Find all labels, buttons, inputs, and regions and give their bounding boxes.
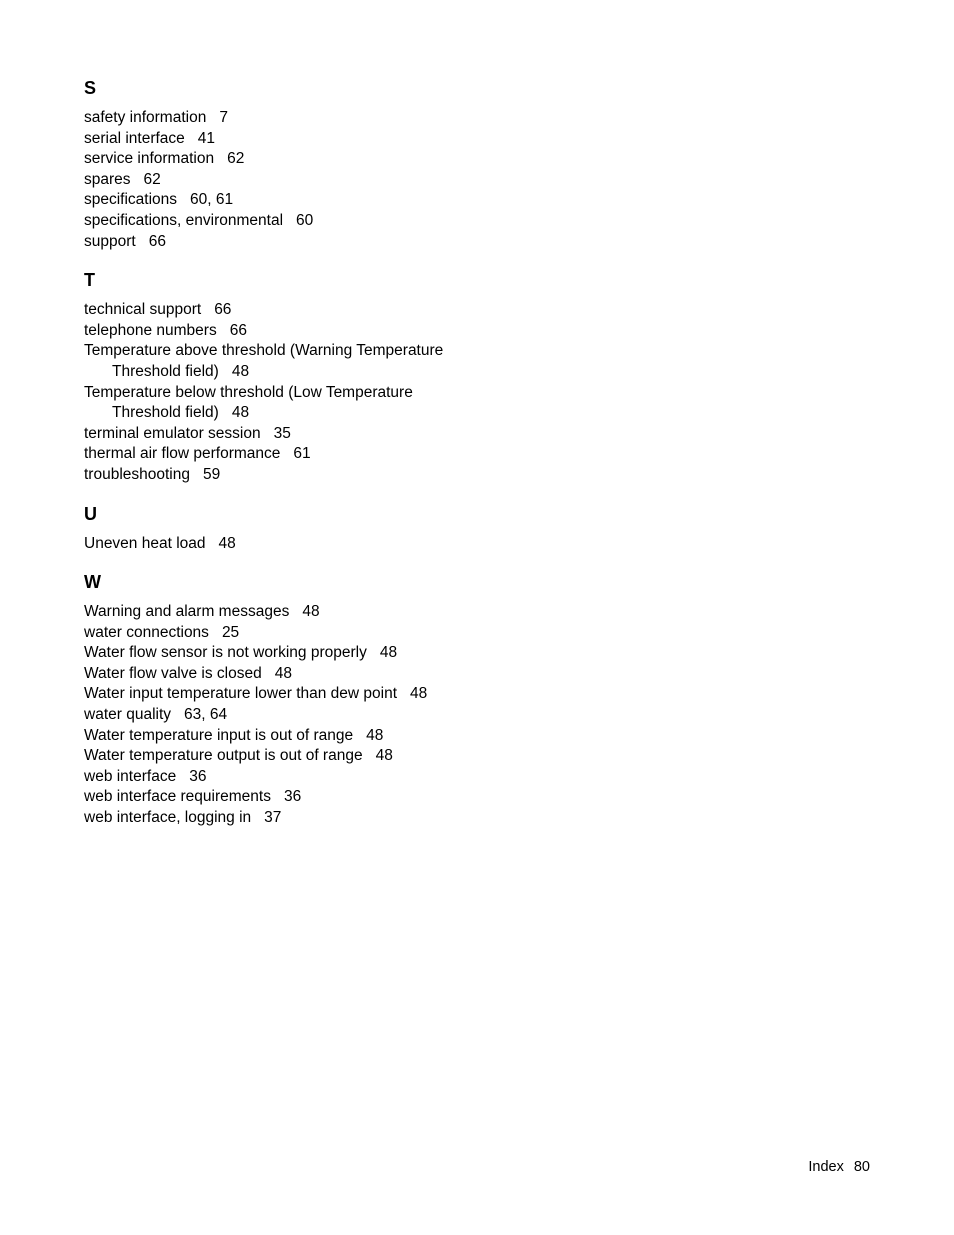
- entry-term: Temperature above threshold (Warning Temperature: [84, 342, 444, 360]
- entry-term: Water temperature output is out of range: [84, 747, 363, 765]
- entry-term: support: [84, 232, 136, 250]
- index-entry: [84, 190, 684, 211]
- index-content: [84, 77, 684, 846]
- entry-pages: 62: [143, 170, 161, 188]
- page-footer: [808, 1158, 870, 1176]
- entry-pages: 7: [219, 109, 228, 126]
- entry-pages: 36: [283, 788, 302, 806]
- entry-pages: 48: [375, 747, 393, 765]
- index-entry: [84, 108, 684, 129]
- index-entry: [84, 129, 684, 150]
- index-entry: [84, 684, 684, 705]
- entry-pages: 48: [274, 664, 292, 682]
- entry-term: troubleshooting: [84, 465, 190, 483]
- index-entry: [84, 623, 684, 644]
- entry-pages: 36: [189, 767, 207, 785]
- entry-term: web interface requirements: [84, 788, 271, 806]
- index-entry: [84, 424, 684, 445]
- entry-term: specifications: [84, 191, 178, 209]
- entry-pages: 66: [214, 301, 232, 319]
- index-section-s: [84, 77, 684, 252]
- section-letter: T: [84, 270, 95, 291]
- entry-term: serial interface: [84, 129, 185, 147]
- entry-pages: 61: [293, 445, 311, 463]
- index-entry: [84, 643, 684, 664]
- index-section-t: [84, 269, 684, 485]
- index-entry: [84, 149, 684, 170]
- entry-pages: 37: [264, 809, 282, 827]
- entry-term: web interface, logging in: [84, 809, 252, 827]
- entry-pages: 48: [379, 644, 398, 662]
- entry-term: Water flow valve is closed: [84, 664, 262, 682]
- entry-term: Water input temperature lower than dew point: [84, 685, 398, 703]
- index-entry: [84, 321, 684, 342]
- entry-pages: 41: [197, 129, 216, 147]
- entry-term: terminal emulator session: [84, 424, 261, 442]
- entry-term: Temperature below threshold (Low Temperature: [84, 383, 413, 401]
- entry-term: Uneven heat load: [84, 534, 206, 552]
- entry-pages: 48: [302, 603, 320, 621]
- index-entry: [84, 211, 684, 232]
- footer-label: Index: [808, 1159, 844, 1175]
- entry-pages: 35: [273, 424, 291, 442]
- entry-term: telephone numbers: [84, 321, 217, 339]
- entry-term: service information: [84, 150, 215, 168]
- entry-term: Water temperature input is out of range: [84, 726, 354, 744]
- index-entry: [84, 726, 684, 747]
- entry-term: thermal air flow performance: [84, 445, 281, 463]
- page-number: 80: [853, 1159, 870, 1175]
- entry-pages: 48: [366, 726, 384, 744]
- entry-term: Water flow sensor is not working properly: [84, 644, 367, 662]
- index-entry: [84, 602, 684, 623]
- index-section-w: [84, 571, 684, 829]
- entry-pages: 60, 61: [190, 191, 234, 209]
- entry-term: spares: [84, 170, 131, 188]
- index-entry: [84, 170, 684, 191]
- entry-pages: 48: [231, 362, 250, 380]
- index-entry: [84, 787, 684, 808]
- entry-pages: 48: [410, 685, 428, 703]
- entry-pages: 25: [221, 623, 240, 641]
- index-entry: [84, 534, 684, 555]
- entry-term-continuation: Threshold field): [112, 404, 219, 422]
- index-entry: [84, 383, 684, 424]
- index-entry: [84, 664, 684, 685]
- entry-pages: 48: [231, 404, 250, 422]
- index-entry: [84, 444, 684, 465]
- entry-term: technical support: [84, 301, 202, 319]
- section-letter: U: [84, 503, 97, 524]
- entry-list: [84, 108, 684, 252]
- index-entry: [84, 341, 684, 382]
- index-entry: [84, 300, 684, 321]
- entry-pages: 60: [296, 211, 314, 229]
- entry-pages: 66: [229, 321, 247, 339]
- entry-term: specifications, environmental: [84, 211, 284, 229]
- index-entry: [84, 808, 684, 829]
- entry-term: safety information: [84, 109, 207, 126]
- entry-term: Warning and alarm messages: [84, 603, 290, 621]
- index-entry: [84, 746, 684, 767]
- index-section-u: [84, 503, 684, 555]
- index-entry: [84, 705, 684, 726]
- entry-list: [84, 602, 684, 829]
- entry-pages: 59: [203, 465, 221, 483]
- section-letter: W: [84, 572, 101, 593]
- entry-term: water connections: [84, 623, 209, 641]
- index-entry: [84, 465, 684, 486]
- entry-pages: 62: [227, 150, 245, 168]
- index-entry: [84, 232, 684, 253]
- entry-term: water quality: [84, 706, 172, 724]
- entry-pages: 63, 64: [184, 706, 228, 724]
- entry-term-continuation: Threshold field): [112, 362, 219, 380]
- entry-pages: 48: [218, 534, 236, 552]
- section-letter: S: [84, 78, 97, 98]
- entry-list: [84, 534, 684, 555]
- entry-term: web interface: [84, 767, 177, 785]
- entry-pages: 66: [148, 232, 166, 250]
- entry-list: [84, 300, 684, 485]
- index-entry: [84, 767, 684, 788]
